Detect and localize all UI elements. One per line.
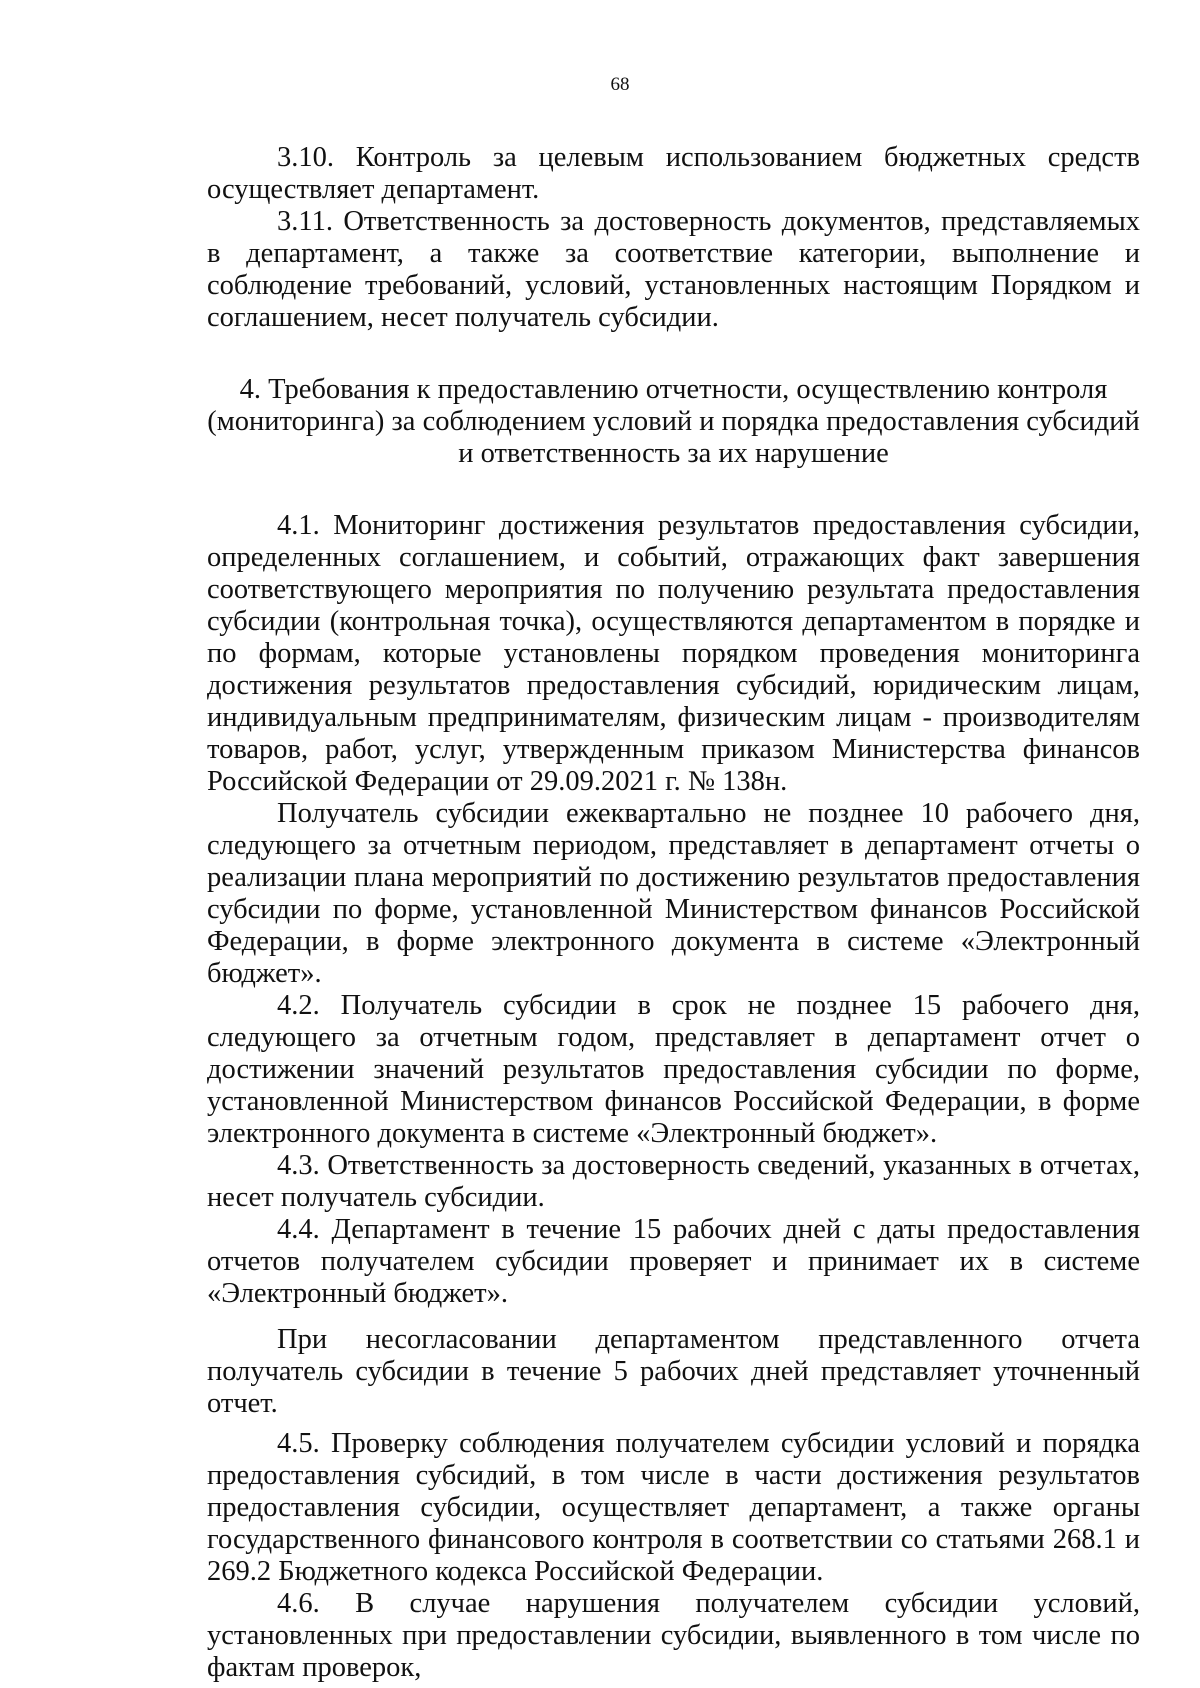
paragraph-3-10: 3.10. Контроль за целевым использованием бюджетных средств осуществляет департамент.: [207, 142, 1140, 205]
paragraph-4-2: 4.2. Получатель субсидии в срок не позднее 15 рабочего дня, следующего за отчетным годом, представляет в департамент отчет о достижении значений результатов предоставления субсидии по форме, установленной Министерством финансов Российской Федерации, в форме электронного документа в системе «Электронный бюджет».: [207, 990, 1140, 1149]
paragraph-4-4: 4.4. Департамент в течение 15 рабочих дней с даты предоставления отчетов получателем субсидии проверяет и принимает их в системе «Электронный бюджет».: [207, 1214, 1140, 1309]
paragraph-4-1-reporting: Получатель субсидии ежеквартально не позднее 10 рабочего дня, следующего за отчетным периодом, представляет в департамент отчеты о реализации плана мероприятий по достижению результатов предоставления субсидии по форме, установленной Министерством финансов Российской Федерации, в форме электронного документа в системе «Электронный бюджет».: [207, 798, 1140, 989]
section-4-heading-line-2: (мониторинга) за соблюдением условий и порядка предоставления субсидий: [207, 406, 1140, 437]
section-4-heading-line-1: 4. Требования к предоставлению отчетности, осуществлению контроля: [239, 374, 1108, 405]
section-4-heading: [207, 374, 1140, 470]
paragraph-4-4-disagreement: При несогласовании департаментом представленного отчета получатель субсидии в течение 5 рабочих дней представляет уточненный отчет.: [207, 1324, 1140, 1419]
paragraph-4-1: 4.1. Мониторинг достижения результатов предоставления субсидии, определенных соглашением, и событий, отражающих факт завершения соответствующего мероприятия по получению результата предоставления субсидии (контрольная точка), осуществляются департаментом в порядке и по формам, которые установлены порядком проведения мониторинга достижения результатов предоставления субсидий, юридическим лицам, индивидуальным предпринимателям, физическим лицам - производителям товаров, работ, услуг, утвержденным приказом Министерства финансов Российской Федерации от 29.09.2021 г. № 138н.: [207, 510, 1140, 797]
paragraph-4-6: 4.6. В случае нарушения получателем субсидии условий, установленных при предоставлении субсидии, выявленного в том числе по фактам проверок,: [207, 1588, 1140, 1683]
paragraph-3-11: 3.11. Ответственность за достоверность документов, представляемых в департамент, а также за соответствие категории, выполнение и соблюдение требований, условий, установленных настоящим Порядком и соглашением, несет получатель субсидии.: [207, 206, 1140, 333]
paragraph-4-3: 4.3. Ответственность за достоверность сведений, указанных в отчетах, несет получатель субсидии.: [207, 1150, 1140, 1213]
paragraph-4-5: 4.5. Проверку соблюдения получателем субсидии условий и порядка предоставления субсидий, в том числе в части достижения результатов предоставления субсидии, осуществляет департамент, а также органы государственного финансового контроля в соответствии со статьями 268.1 и 269.2 Бюджетного кодекса Российской Федерации.: [207, 1428, 1140, 1587]
document-body: [207, 142, 1140, 1684]
section-4-heading-line-3: и ответственность за их нарушение: [458, 438, 889, 469]
page-number: 68: [610, 74, 630, 95]
